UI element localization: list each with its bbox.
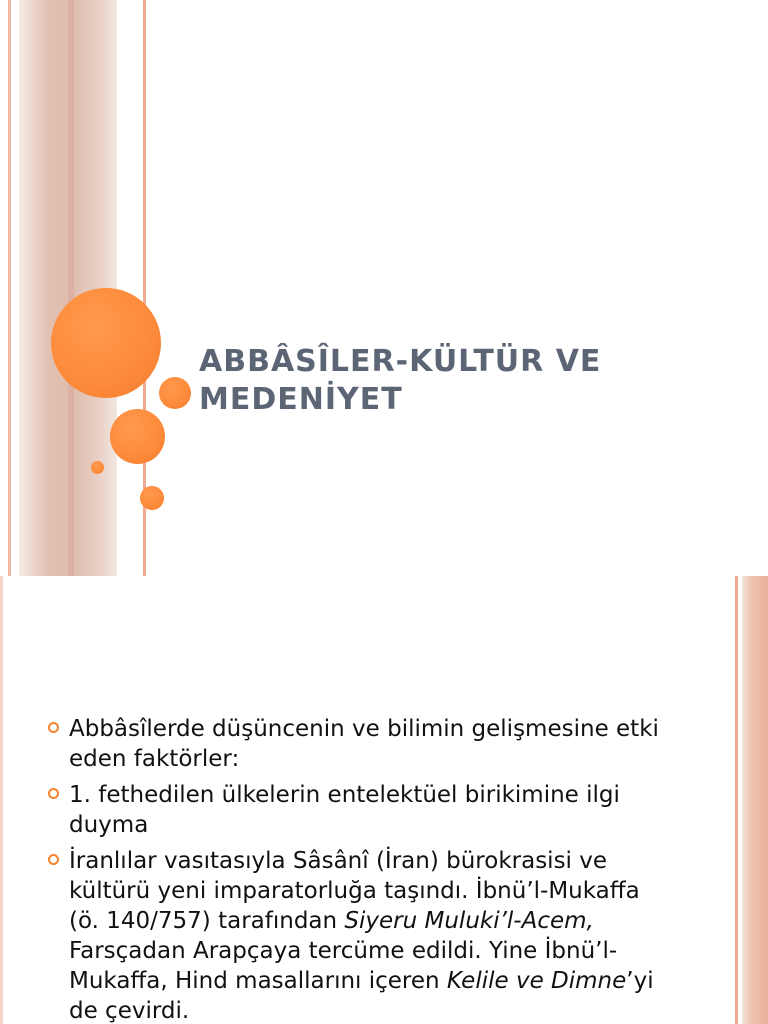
bullet-list <box>45 714 665 1024</box>
bullet-text: 1. fethedilen ülkelerin entelektüel birikimine ilgi duyma <box>69 782 620 838</box>
left-inner-stripe <box>68 0 74 576</box>
book-title-kelile-ve-dimne: Kelile ve Dimne <box>446 968 627 994</box>
bullet-text-part: Farsçadan Arapçaya tercüme edildi. Yine İbnü’l- Mukaffa, Hind masallarını içeren <box>69 938 618 994</box>
large-orange-circle <box>51 288 161 398</box>
book-title-siyeru-muluk: Siyeru Muluki’l-Acem, <box>344 908 594 934</box>
right-thin-stripe <box>735 576 738 1024</box>
bullet-text: Abbâsîlerde düşüncenin ve bilimin gelişmesine etki eden faktörler: <box>69 716 659 772</box>
tiny-orange-circle <box>91 461 104 474</box>
left-edge-stripe <box>0 576 3 1024</box>
slide-title-line-1: ABBÂSÎLER-KÜLTÜR VE <box>199 344 602 379</box>
small-orange-circle <box>159 377 191 409</box>
orange-ring-bullet-icon <box>48 788 59 799</box>
medium-orange-circle <box>110 409 165 464</box>
bullet-text-part: ’yi de çevirdi. <box>69 968 654 1024</box>
orange-ring-bullet-icon <box>48 854 59 865</box>
list-item <box>45 780 665 840</box>
right-decorative-band <box>742 576 768 1024</box>
left-edge-stripe <box>8 0 11 576</box>
slide-title <box>199 343 719 419</box>
small-orange-circle <box>140 486 164 510</box>
list-item <box>45 714 665 774</box>
content-slide <box>0 576 768 1024</box>
list-item <box>45 846 665 1024</box>
slide-title-line-2: MEDENİYET <box>199 382 403 417</box>
bullet-text-part: İranlılar vasıtasıyla Sâsânî (İran) bürokrasisi ve kültürü yeni imparatorluğa taşındı. İbnü’l-Mukaffa (ö. 140/757) tarafından <box>69 848 640 934</box>
orange-ring-bullet-icon <box>48 722 59 733</box>
